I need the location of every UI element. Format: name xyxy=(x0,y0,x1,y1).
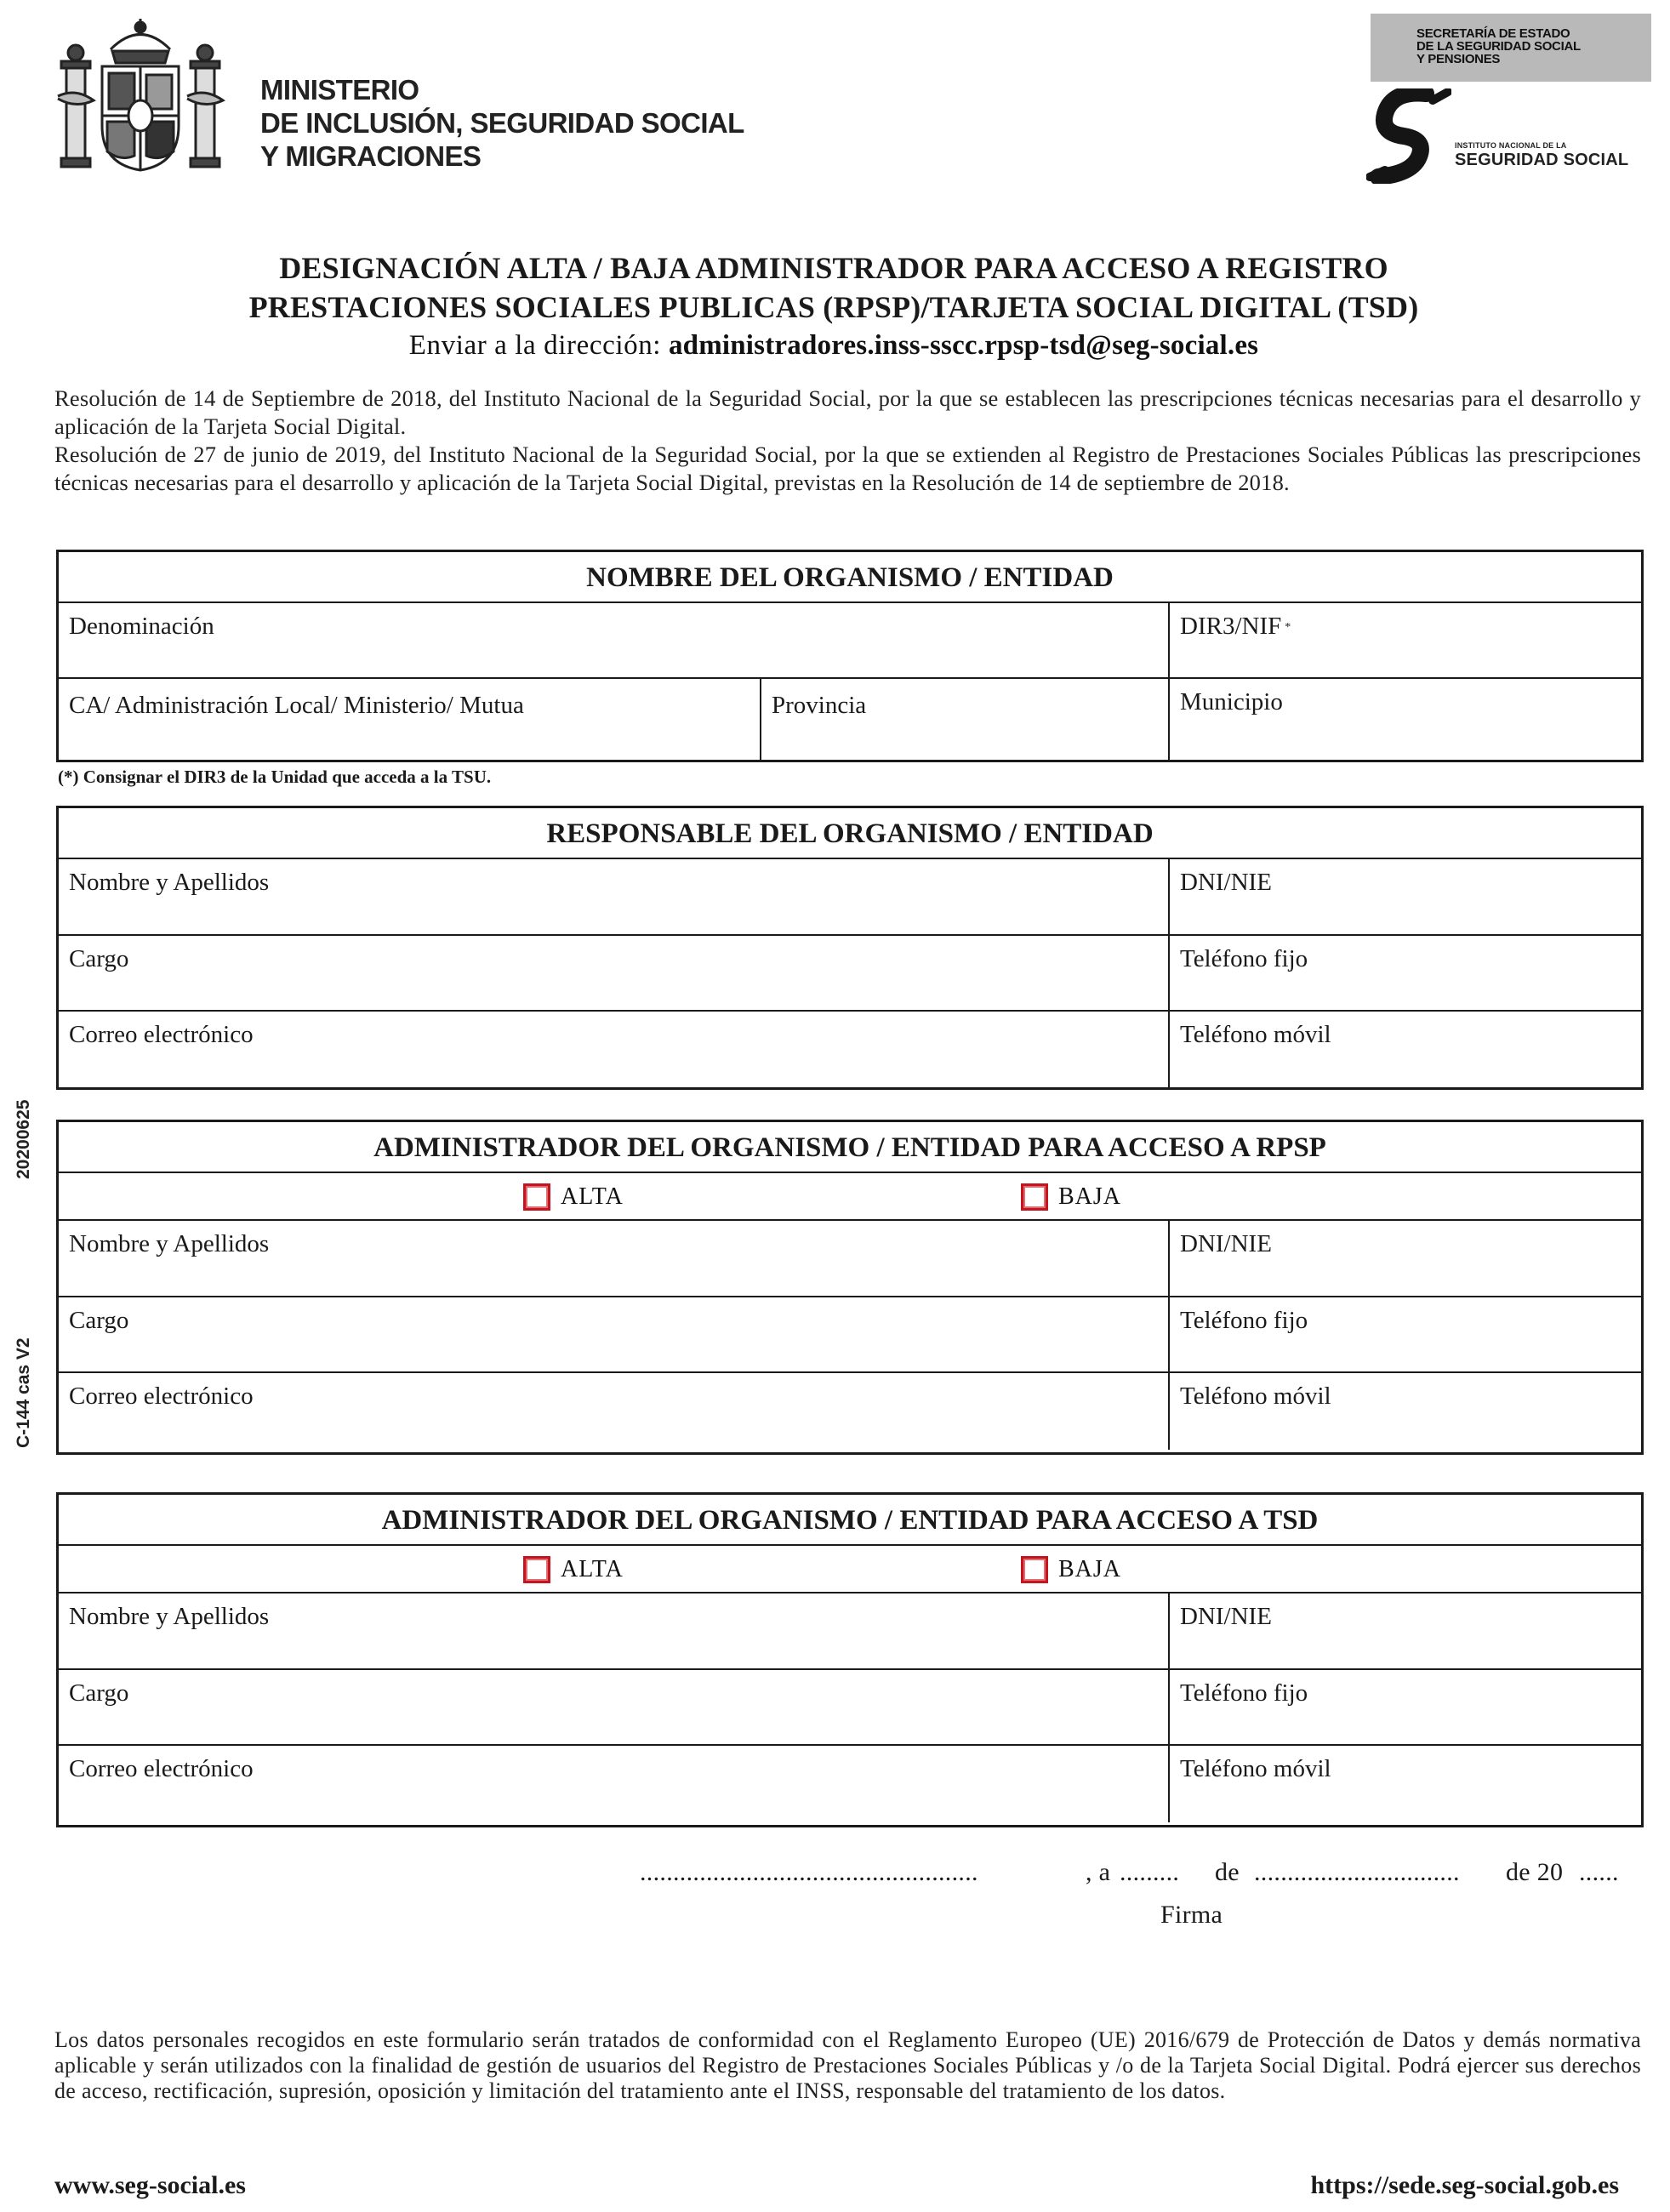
dir3-footnote: (*) Consignar el DIR3 de la Unidad que acceda a la TSU. xyxy=(58,767,492,787)
responsable-row-2 xyxy=(59,936,1641,1012)
municipio-label: Municipio xyxy=(1180,688,1283,715)
ca-label: CA/ Administración Local/ Ministerio/ Mutua xyxy=(69,692,524,719)
admin-tsd-title-text: ADMINISTRADOR DEL ORGANISMO / ENTIDAD PARA ACCESO A TSD xyxy=(381,1505,1319,1536)
admin-rpsp-row-1 xyxy=(59,1221,1641,1297)
secretaria-line-1: SECRETARÍA DE ESTADO xyxy=(1416,26,1570,41)
admin-tsd-row-3 xyxy=(59,1746,1641,1822)
admin-rpsp-cargo-field[interactable] xyxy=(59,1297,1168,1371)
provincia-field[interactable] xyxy=(760,679,1168,760)
dir3-field[interactable] xyxy=(1168,603,1641,677)
admin-tsd-cargo-field[interactable] xyxy=(59,1670,1168,1744)
responsable-tel-movil-field[interactable] xyxy=(1168,1012,1641,1087)
signature-a-text: , a xyxy=(1086,1858,1111,1886)
signature-year-text: de 20 xyxy=(1506,1858,1564,1886)
admin-rpsp-dni-field[interactable] xyxy=(1168,1221,1641,1296)
signature-place-field[interactable]: ................................................... xyxy=(640,1858,978,1886)
responsable-cargo-field[interactable] xyxy=(59,936,1168,1010)
admin-tsd-dni-field[interactable] xyxy=(1168,1593,1641,1668)
denominacion-label: Denominación xyxy=(69,613,214,640)
admin-rpsp-section xyxy=(56,1120,1644,1455)
responsable-dni-label: DNI/NIE xyxy=(1180,869,1272,896)
signature-month-field[interactable]: ............................... xyxy=(1254,1858,1460,1886)
admin-rpsp-baja-option[interactable] xyxy=(1021,1183,1121,1211)
send-address xyxy=(102,328,1565,362)
admin-rpsp-alta-label: ALTA xyxy=(561,1183,624,1210)
admin-tsd-tel-fijo-label: Teléfono fijo xyxy=(1180,1679,1308,1707)
responsable-nombre-field[interactable] xyxy=(59,859,1168,934)
ca-field[interactable] xyxy=(59,679,760,760)
footer-url-right[interactable]: https://sede.seg-social.gob.es xyxy=(1310,2171,1619,2199)
admin-rpsp-cargo-label: Cargo xyxy=(69,1307,129,1334)
signature-day-field[interactable]: ......... xyxy=(1120,1858,1180,1886)
municipio-field[interactable] xyxy=(1168,679,1641,760)
dir3-asterisk: * xyxy=(1285,621,1291,634)
coat-of-arms-logo xyxy=(51,15,230,177)
admin-tsd-tel-fijo-field[interactable] xyxy=(1168,1670,1641,1744)
admin-tsd-nombre-field[interactable] xyxy=(59,1593,1168,1668)
inss-small-label: INSTITUTO NACIONAL DE LA xyxy=(1455,141,1567,150)
document-title xyxy=(102,248,1565,327)
ministry-line-3: Y MIGRACIONES xyxy=(260,140,482,172)
admin-rpsp-alta-checkbox[interactable] xyxy=(523,1183,550,1211)
admin-rpsp-baja-label: BAJA xyxy=(1058,1183,1122,1210)
entity-section xyxy=(56,550,1644,762)
title-line-2: PRESTACIONES SOCIALES PUBLICAS (RPSP)/TARJETA SOCIAL DIGITAL (TSD) xyxy=(248,290,1419,324)
admin-tsd-tel-movil-field[interactable] xyxy=(1168,1746,1641,1822)
side-date-code: 20200625 xyxy=(14,1099,33,1179)
admin-rpsp-tel-fijo-label: Teléfono fijo xyxy=(1180,1307,1308,1334)
responsable-row-1 xyxy=(59,859,1641,936)
admin-rpsp-checkbox-row xyxy=(59,1173,1641,1221)
responsable-correo-field[interactable] xyxy=(59,1012,1168,1087)
admin-tsd-correo-field[interactable] xyxy=(59,1746,1168,1822)
admin-rpsp-nombre-label: Nombre y Apellidos xyxy=(69,1230,270,1257)
admin-tsd-baja-label: BAJA xyxy=(1058,1556,1122,1582)
inss-big-label: SEGURIDAD SOCIAL xyxy=(1455,151,1629,169)
admin-tsd-alta-checkbox[interactable] xyxy=(523,1556,550,1583)
responsable-tel-fijo-label: Teléfono fijo xyxy=(1180,945,1308,972)
admin-rpsp-row-3 xyxy=(59,1373,1641,1450)
admin-tsd-checkbox-row xyxy=(59,1546,1641,1593)
ministry-line-2: DE INCLUSIÓN, SEGURIDAD SOCIAL xyxy=(260,107,744,139)
signature-year-field[interactable]: ...... xyxy=(1579,1858,1619,1886)
send-email: administradores.inss-sscc.rpsp-tsd@seg-social.es xyxy=(668,330,1259,361)
footer-url-left[interactable]: www.seg-social.es xyxy=(54,2171,246,2199)
admin-tsd-row-2 xyxy=(59,1670,1641,1746)
responsable-nombre-label: Nombre y Apellidos xyxy=(69,869,270,896)
responsable-tel-movil-label: Teléfono móvil xyxy=(1180,1021,1331,1048)
admin-tsd-tel-movil-label: Teléfono móvil xyxy=(1180,1755,1331,1782)
secretaria-line-2: DE LA SEGURIDAD SOCIAL xyxy=(1416,39,1581,54)
resolution-paragraph-1: Resolución de 14 de Septiembre de 2018, del Instituto Nacional de la Seguridad Social, por la que se establecen las prescripciones técnicas necesarias para el desarrollo y aplicación de la Tarjeta Social Digital. xyxy=(54,385,1641,439)
admin-rpsp-tel-movil-label: Teléfono móvil xyxy=(1180,1382,1331,1410)
admin-rpsp-title-text: ADMINISTRADOR DEL ORGANISMO / ENTIDAD PARA ACCESO A RPSP xyxy=(373,1132,1326,1163)
title-line-1: DESIGNACIÓN ALTA / BAJA ADMINISTRADOR PARA ACCESO A REGISTRO xyxy=(279,251,1388,285)
signature-de-text: de xyxy=(1215,1858,1240,1886)
send-label: Enviar a la dirección: xyxy=(408,330,669,361)
entity-row-1 xyxy=(59,603,1641,679)
admin-tsd-correo-label: Correo electrónico xyxy=(69,1755,254,1782)
responsable-section-title xyxy=(59,808,1641,859)
admin-rpsp-section-title xyxy=(59,1122,1641,1173)
secretaria-line-3: Y PENSIONES xyxy=(1416,52,1501,66)
data-protection-notice: Los datos personales recogidos en este formulario serán tratados de conformidad con el Reglamento Europeo (UE) 2016/679 de Protección de Datos y demás normativa aplicable y serán utilizados con la finalidad de gestión de usuarios del Registro de Prestaciones Sociales Públicas y /o de la Tarjeta Social Digital. Podrá ejercer sus derechos de acceso, rectificación, supresión, oposición y limitación del tratamiento ante el INSS, responsable del tratamiento de los datos. xyxy=(54,2027,1641,2103)
admin-rpsp-alta-option[interactable] xyxy=(523,1183,624,1211)
admin-tsd-alta-option[interactable] xyxy=(523,1555,624,1584)
provincia-label: Provincia xyxy=(772,692,867,719)
admin-tsd-alta-label: ALTA xyxy=(561,1556,624,1582)
admin-tsd-section xyxy=(56,1492,1644,1827)
admin-tsd-baja-option[interactable] xyxy=(1021,1555,1121,1584)
responsable-correo-label: Correo electrónico xyxy=(69,1021,254,1048)
admin-rpsp-correo-field[interactable] xyxy=(59,1373,1168,1450)
responsable-dni-field[interactable] xyxy=(1168,859,1641,934)
responsable-tel-fijo-field[interactable] xyxy=(1168,936,1641,1010)
admin-tsd-row-1 xyxy=(59,1593,1641,1670)
admin-tsd-nombre-label: Nombre y Apellidos xyxy=(69,1603,270,1630)
responsable-title-text: RESPONSABLE DEL ORGANISMO / ENTIDAD xyxy=(546,818,1154,849)
entity-row-2 xyxy=(59,679,1641,760)
admin-tsd-section-title xyxy=(59,1495,1641,1546)
responsable-row-3 xyxy=(59,1012,1641,1087)
responsable-section xyxy=(56,806,1644,1090)
entity-section-title xyxy=(59,552,1641,603)
ministry-line-1: MINISTERIO xyxy=(260,74,419,105)
admin-rpsp-row-2 xyxy=(59,1297,1641,1373)
admin-rpsp-dni-label: DNI/NIE xyxy=(1180,1230,1272,1257)
responsable-cargo-label: Cargo xyxy=(69,945,129,972)
side-form-code: C-144 cas V2 xyxy=(14,1337,33,1448)
admin-tsd-baja-checkbox[interactable] xyxy=(1021,1556,1048,1583)
admin-tsd-cargo-label: Cargo xyxy=(69,1679,129,1707)
ministry-name xyxy=(260,73,805,173)
secretaria-label-box xyxy=(1371,14,1651,82)
resolution-paragraph-2: Resolución de 27 de junio de 2019, del Instituto Nacional de la Seguridad Social, por la que se extienden al Registro de Prestaciones Sociales Públicas las prescripciones técnicas necesarias para el desarrollo y aplicación de la Tarjeta Social Digital, previstas en la Resolución de 14 de septiembre de 2018. xyxy=(54,442,1641,495)
admin-rpsp-baja-checkbox[interactable] xyxy=(1021,1183,1048,1211)
denominacion-field[interactable] xyxy=(59,603,1168,677)
entity-title-text: NOMBRE DEL ORGANISMO / ENTIDAD xyxy=(586,562,1114,593)
firma-label: Firma xyxy=(1160,1901,1223,1929)
admin-rpsp-nombre-field[interactable] xyxy=(59,1221,1168,1296)
dir3-label xyxy=(1180,612,1291,641)
admin-rpsp-tel-movil-field[interactable] xyxy=(1168,1373,1641,1450)
seguridad-social-logo-icon xyxy=(1366,88,1451,184)
admin-rpsp-correo-label: Correo electrónico xyxy=(69,1382,254,1410)
dir3-label-text: DIR3/NIF xyxy=(1180,613,1282,640)
admin-tsd-dni-label: DNI/NIE xyxy=(1180,1603,1272,1630)
admin-rpsp-tel-fijo-field[interactable] xyxy=(1168,1297,1641,1371)
inss-logo-text xyxy=(1455,141,1650,169)
